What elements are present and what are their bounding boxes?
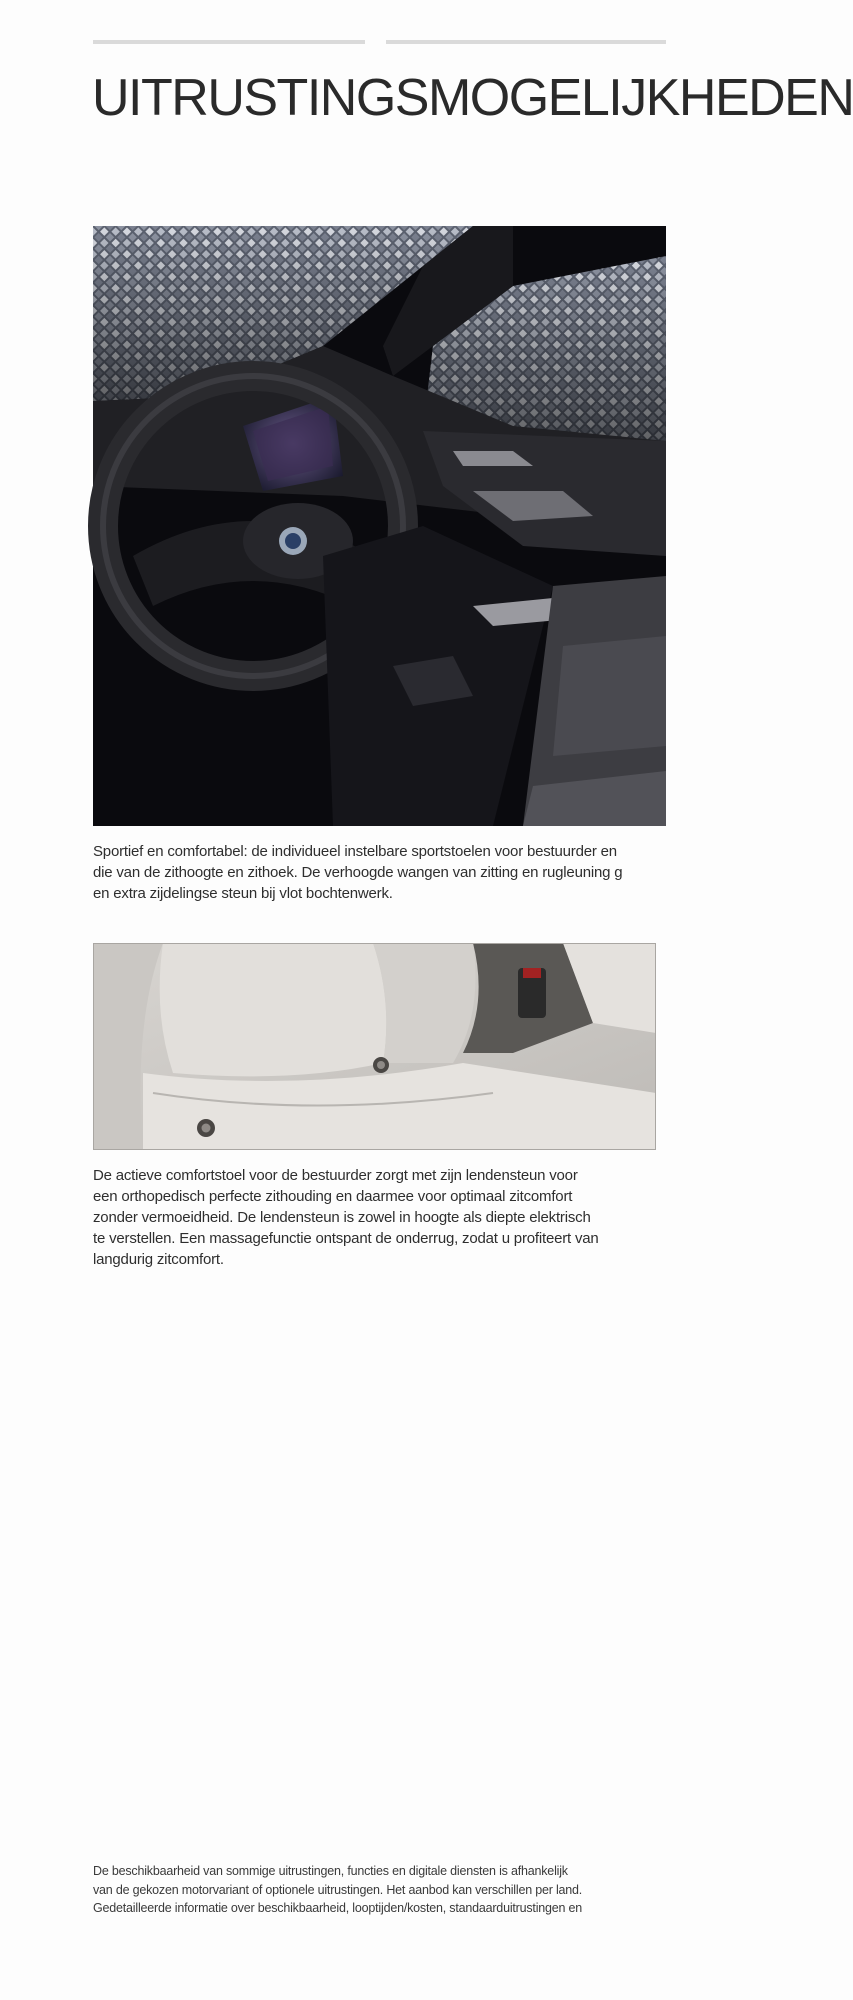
caption-line: te verstellen. Een massagefunctie ontspant de onderrug, zodat u profiteert van [93, 1230, 599, 1247]
top-divider-left [93, 40, 365, 44]
interior-photo [93, 226, 666, 826]
caption-line: De actieve comfortstoel voor de bestuurder zorgt met zijn lendensteun voor [93, 1167, 578, 1184]
page-title: UITRUSTINGSMOGELIJKHEDEN [92, 69, 853, 127]
caption-line: die van de zithoogte en zithoek. De verhoogde wangen van zitting en rugleuning g [93, 864, 623, 881]
top-divider-right [386, 40, 666, 44]
footnote-line: De beschikbaarheid van sommige uitrustingen, functies en digitale diensten is afhankelijk [93, 1864, 568, 1878]
caption-line: Sportief en comfortabel: de individueel instelbare sportstoelen voor bestuurder en [93, 843, 617, 860]
caption-line: langdurig zitcomfort. [93, 1251, 224, 1268]
availability-footnote [93, 1862, 582, 1918]
seat-photo [93, 943, 656, 1150]
caption-line: zonder vermoeidheid. De lendensteun is zowel in hoogte als diepte elektrisch [93, 1209, 591, 1226]
sport-seats-caption [93, 841, 793, 904]
footnote-line: van de gekozen motorvariant of optionele uitrustingen. Het aanbod kan verschillen per land. [93, 1882, 583, 1897]
caption-line: een orthopedisch perfecte zithouding en daarmee voor optimaal zitcomfort [93, 1188, 573, 1205]
caption-line: en extra zijdelingse steun bij vlot bochtenwerk. [93, 885, 393, 902]
footnote-line: Gedetailleerde informatie over beschikbaarheid, looptijden/kosten, standaarduitrustingen en [93, 1901, 583, 1915]
comfort-seat-caption [93, 1165, 659, 1270]
